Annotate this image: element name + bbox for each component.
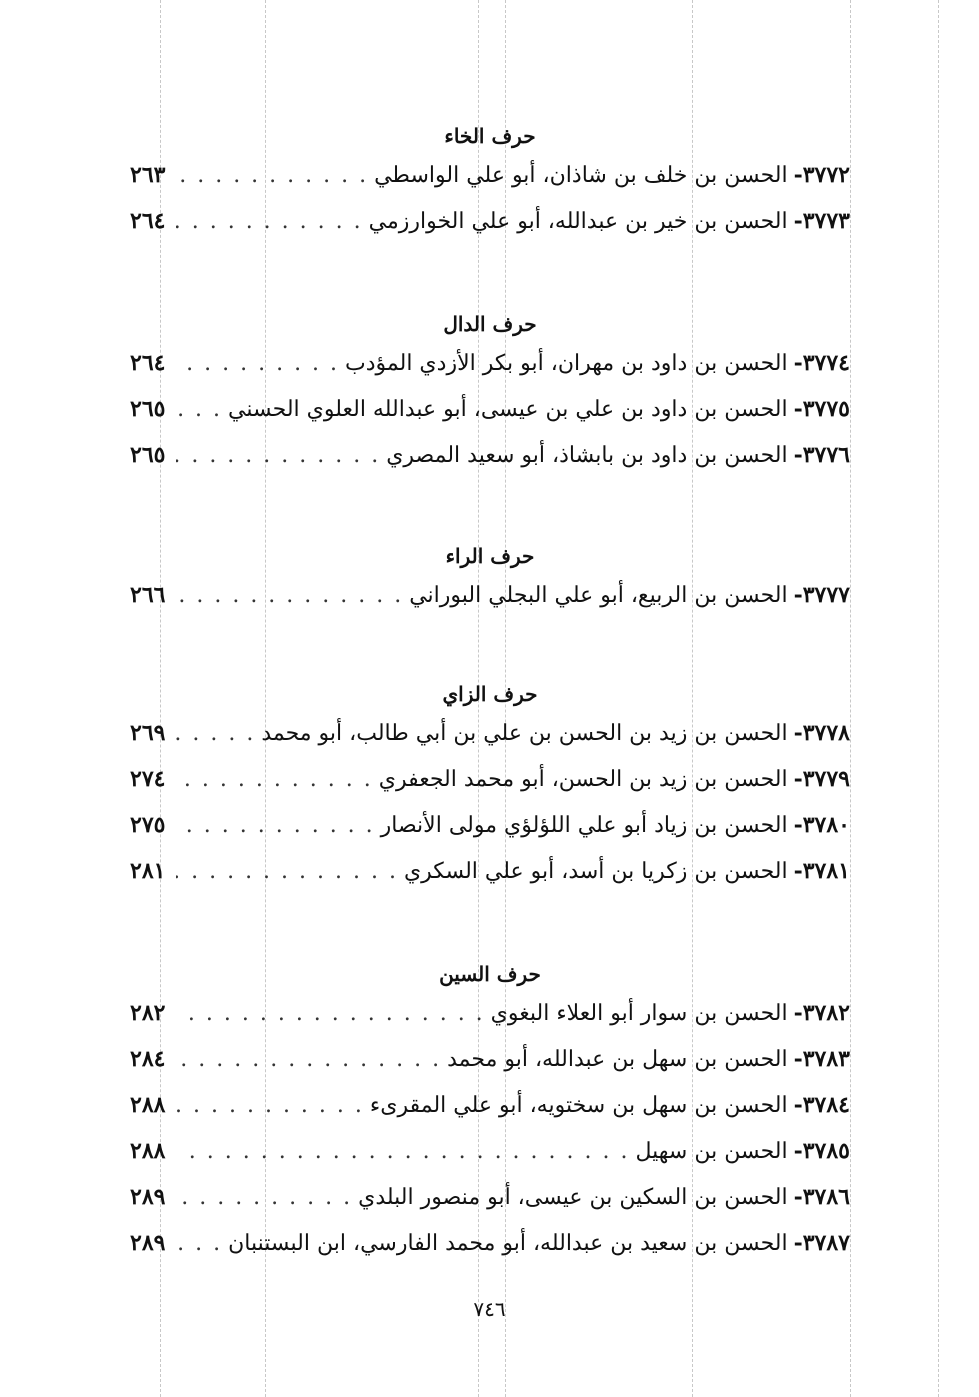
- entry-number: ٣٧٨٦-: [793, 1184, 850, 1210]
- entry-page: ٢٦٥: [130, 442, 166, 468]
- index-entry: [130, 386, 850, 432]
- entry-number: ٣٧٨٠-: [793, 812, 850, 838]
- index-entry: [130, 1128, 850, 1174]
- entry-number: ٣٧٧٩-: [793, 766, 850, 792]
- dot-leader: [176, 199, 363, 245]
- entry-name: الحسن بن داود بن بابشاذ، أبو سعيد المصري: [386, 443, 788, 468]
- dot-leader: [176, 433, 380, 479]
- dot-leader: [176, 991, 485, 1037]
- entry-name: الحسن بن خير بن عبدالله، أبو علي الخوارزمي: [368, 209, 788, 234]
- dot-leader: [176, 573, 403, 619]
- index-entry: [130, 1220, 850, 1266]
- entry-number: ٣٧٨٧-: [793, 1230, 850, 1256]
- entry-number: ٣٧٨١-: [793, 858, 850, 884]
- entry-number: ٣٧٨٢-: [793, 1000, 850, 1026]
- entry-number: ٣٧٧٨-: [793, 720, 850, 746]
- index-entry: [130, 1082, 850, 1128]
- index-entry: [130, 432, 850, 478]
- section-dal: [130, 308, 850, 478]
- entry-page: ٢٨٢: [130, 1000, 166, 1026]
- index-entry: [130, 848, 850, 894]
- dot-leader: [176, 1129, 629, 1175]
- section-heading: حرف الراء: [445, 544, 535, 568]
- entry-name: الحسن بن داود بن علي بن عيسى، أبو عبدالله العلوي الحسني: [228, 397, 788, 422]
- entry-page: ٢٧٤: [130, 766, 166, 792]
- section-ra: [130, 540, 850, 618]
- section-heading: حرف الزاي: [442, 682, 538, 706]
- entry-name: الحسن بن سعيد بن عبدالله، أبو محمد الفارسي، ابن البستنبان: [228, 1231, 788, 1256]
- section-zay: [130, 678, 850, 894]
- dot-leader: [176, 1037, 441, 1083]
- entry-number: ٣٧٧٦-: [793, 442, 850, 468]
- section-heading: حرف الخاء: [444, 124, 536, 148]
- dot-leader: [176, 849, 398, 895]
- entry-number: ٣٧٧٧-: [793, 582, 850, 608]
- page-number: ٧٤٦: [473, 1297, 506, 1321]
- entry-name: الحسن بن زكريا بن أسد، أبو علي السكري: [403, 859, 788, 884]
- index-entry: [130, 1036, 850, 1082]
- dot-leader: [176, 711, 255, 757]
- entry-number: ٣٧٨٥-: [793, 1138, 850, 1164]
- index-entry: [130, 340, 850, 386]
- entry-page: ٢٨٩: [130, 1230, 166, 1256]
- section-heading: حرف الدال: [443, 312, 537, 336]
- entry-page: ٢٦٣: [130, 162, 166, 188]
- index-entry: [130, 572, 850, 618]
- entry-number: ٣٧٧٤-: [793, 350, 850, 376]
- entry-page: ٢٦٤: [130, 350, 166, 376]
- entry-page: ٢٦٦: [130, 582, 166, 608]
- entry-number: ٣٧٧٣-: [793, 208, 850, 234]
- entry-page: ٢٨١: [130, 858, 166, 884]
- entry-name: الحسن بن الربيع، أبو علي البجلي البوراني: [409, 583, 788, 608]
- section-sin: [130, 958, 850, 1266]
- index-entry: [130, 756, 850, 802]
- entry-name: الحسن بن زياد أبو علي اللؤلؤي مولى الأنصار: [380, 813, 788, 838]
- dot-leader: [176, 341, 339, 387]
- entry-name: الحسن بن سهل بن سختويه، أبو علي المقرىء: [369, 1093, 788, 1118]
- index-entry: [130, 152, 850, 198]
- dot-leader: [176, 1221, 222, 1267]
- dot-leader: [176, 1083, 364, 1129]
- dot-leader: [176, 757, 373, 803]
- entry-number: ٣٧٨٤-: [793, 1092, 850, 1118]
- entry-name: الحسن بن داود بن مهران، أبو بكر الأزدي المؤدب: [345, 351, 788, 376]
- entry-page: ٢٨٨: [130, 1092, 166, 1118]
- entry-page: ٢٨٨: [130, 1138, 166, 1164]
- entry-name: الحسن بن خلف بن شاذان، أبو علي الواسطي: [374, 163, 788, 188]
- index-entry: [130, 990, 850, 1036]
- dot-leader: [176, 387, 222, 433]
- entry-name: الحسن بن سهل بن عبدالله، أبو محمد: [447, 1047, 788, 1072]
- entry-number: ٣٧٧٥-: [793, 396, 850, 422]
- index-entry: [130, 802, 850, 848]
- dot-leader: [176, 153, 368, 199]
- index-entry: [130, 198, 850, 244]
- entry-name: الحسن بن سهيل: [635, 1139, 788, 1164]
- entry-name: الحسن بن زيد بن الحسن بن علي بن أبي طالب، أبو محمد: [261, 721, 788, 746]
- entry-name: الحسن بن السكين بن عيسى، أبو منصور البلدي: [358, 1185, 788, 1210]
- entry-page: ٢٧٥: [130, 812, 166, 838]
- dot-leader: [176, 803, 375, 849]
- dot-leader: [176, 1175, 352, 1221]
- entry-page: ٢٦٤: [130, 208, 166, 234]
- entry-page: ٢٨٩: [130, 1184, 166, 1210]
- entry-name: الحسن بن سوار أبو العلاء البغوي: [490, 1001, 788, 1026]
- entry-name: الحسن بن زيد بن الحسن، أبو محمد الجعفري: [378, 767, 788, 792]
- section-heading: حرف السين: [439, 962, 541, 986]
- entry-number: ٣٧٧٢-: [793, 162, 850, 188]
- entry-number: ٣٧٨٣-: [793, 1046, 850, 1072]
- index-entry: [130, 1174, 850, 1220]
- entry-page: ٢٨٤: [130, 1046, 166, 1072]
- entry-page: ٢٦٩: [130, 720, 166, 746]
- section-kha: [130, 120, 850, 244]
- entry-page: ٢٦٥: [130, 396, 166, 422]
- index-entry: [130, 710, 850, 756]
